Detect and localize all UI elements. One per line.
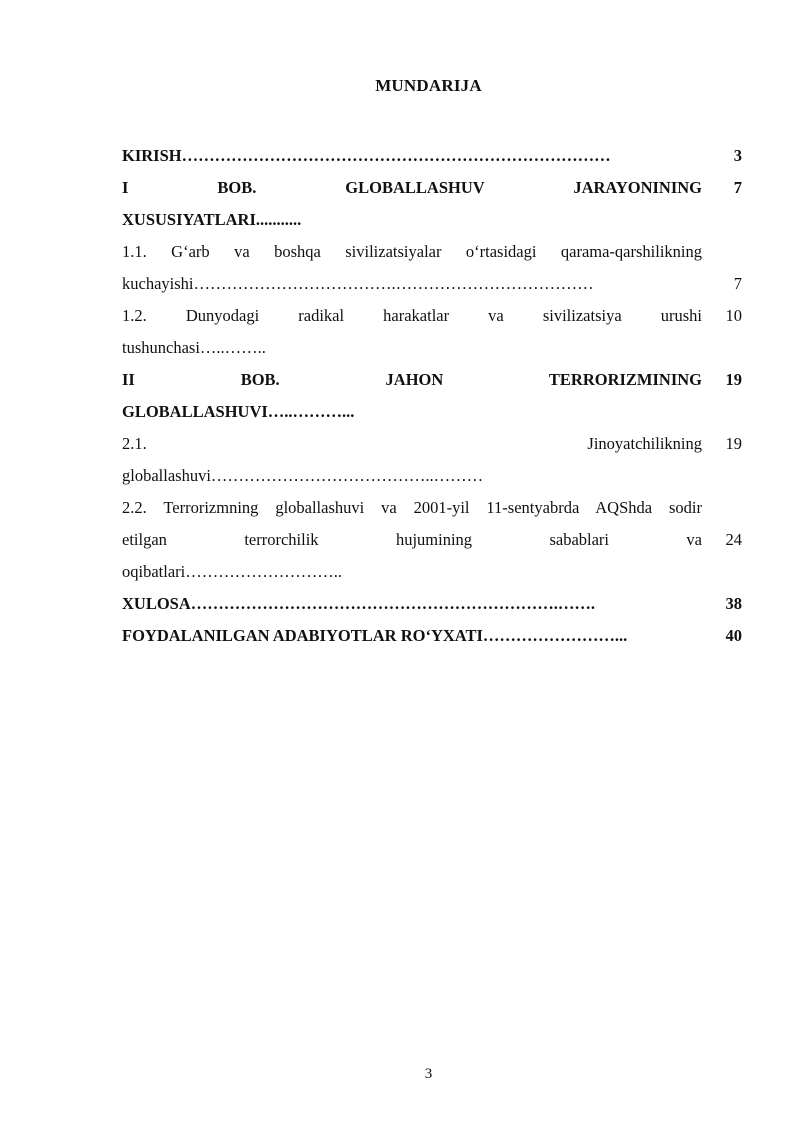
toc-page-number: 40 [725,626,742,645]
toc-page-number: 7 [733,178,742,197]
toc-entry-chapter-2[interactable] [122,364,742,428]
page-number: 3 [424,1066,433,1082]
toc-page-number: 24 [725,530,742,549]
toc-entry-text: tushunchasi…..…….. [122,338,266,357]
toc-entry-text: globallashuvi…………………………………..……… [122,466,484,485]
toc-entry-text: oqibatlari……………………….. [122,562,342,581]
toc-entry-bibliography[interactable] [122,620,742,652]
toc-entry-text: etilgan terrorchilik hujumining sabablari va [122,530,702,549]
toc-entry-text: 2.1. Jinoyatchilikning [122,434,702,453]
toc-entry-text: 1.1. G‘arb va boshqa sivilizatsiyalar o‘rtasidagi qarama-qarshilikning [122,242,702,261]
toc-entry-2-1[interactable] [122,428,742,492]
toc-entry-text: 1.2. Dunyodagi radikal harakatlar va sivilizatsiya urushi [122,306,702,325]
toc-page-number: 10 [725,306,742,325]
toc-page-number: 19 [725,370,742,389]
toc-entry-2-2[interactable] [122,492,742,588]
toc-entry-text: kuchayishi……………………………….……………………………… [122,274,594,293]
toc-entry-1-2[interactable] [122,300,742,364]
toc-entry-kirish[interactable] [122,140,742,172]
toc-entry-text: FOYDALANILGAN ADABIYOTLAR RO‘YXATI……………………... [122,626,628,645]
toc-entry-text: II BOB. JAHON TERRORIZMINING [122,370,702,389]
page-title: MUNDARIJA [375,76,482,95]
toc-page-number: 38 [725,594,742,613]
table-of-contents [122,140,742,652]
toc-entry-text: I BOB. GLOBALLASHUV JARAYONINING [122,178,702,197]
toc-entry-text: XULOSA………………………………………………………….……. [122,594,596,613]
toc-entry-text: XUSUSIYATLARI........... [122,210,302,229]
toc-page-number: 19 [725,434,742,453]
toc-entry-1-1[interactable] [122,236,742,300]
toc-entry-text: 2.2. Terrorizmning globallashuvi va 2001-yil 11-sentyabrda AQShda sodir [122,498,702,517]
toc-page-number: 7 [733,274,742,293]
toc-page-number: 3 [733,146,742,165]
toc-entry-text: GLOBALLASHUVI…..………... [122,402,355,421]
toc-entry-xulosa[interactable] [122,588,742,620]
toc-entry-chapter-1[interactable] [122,172,742,236]
toc-entry-text: KIRISH…………………………………………………………………… [122,146,611,165]
